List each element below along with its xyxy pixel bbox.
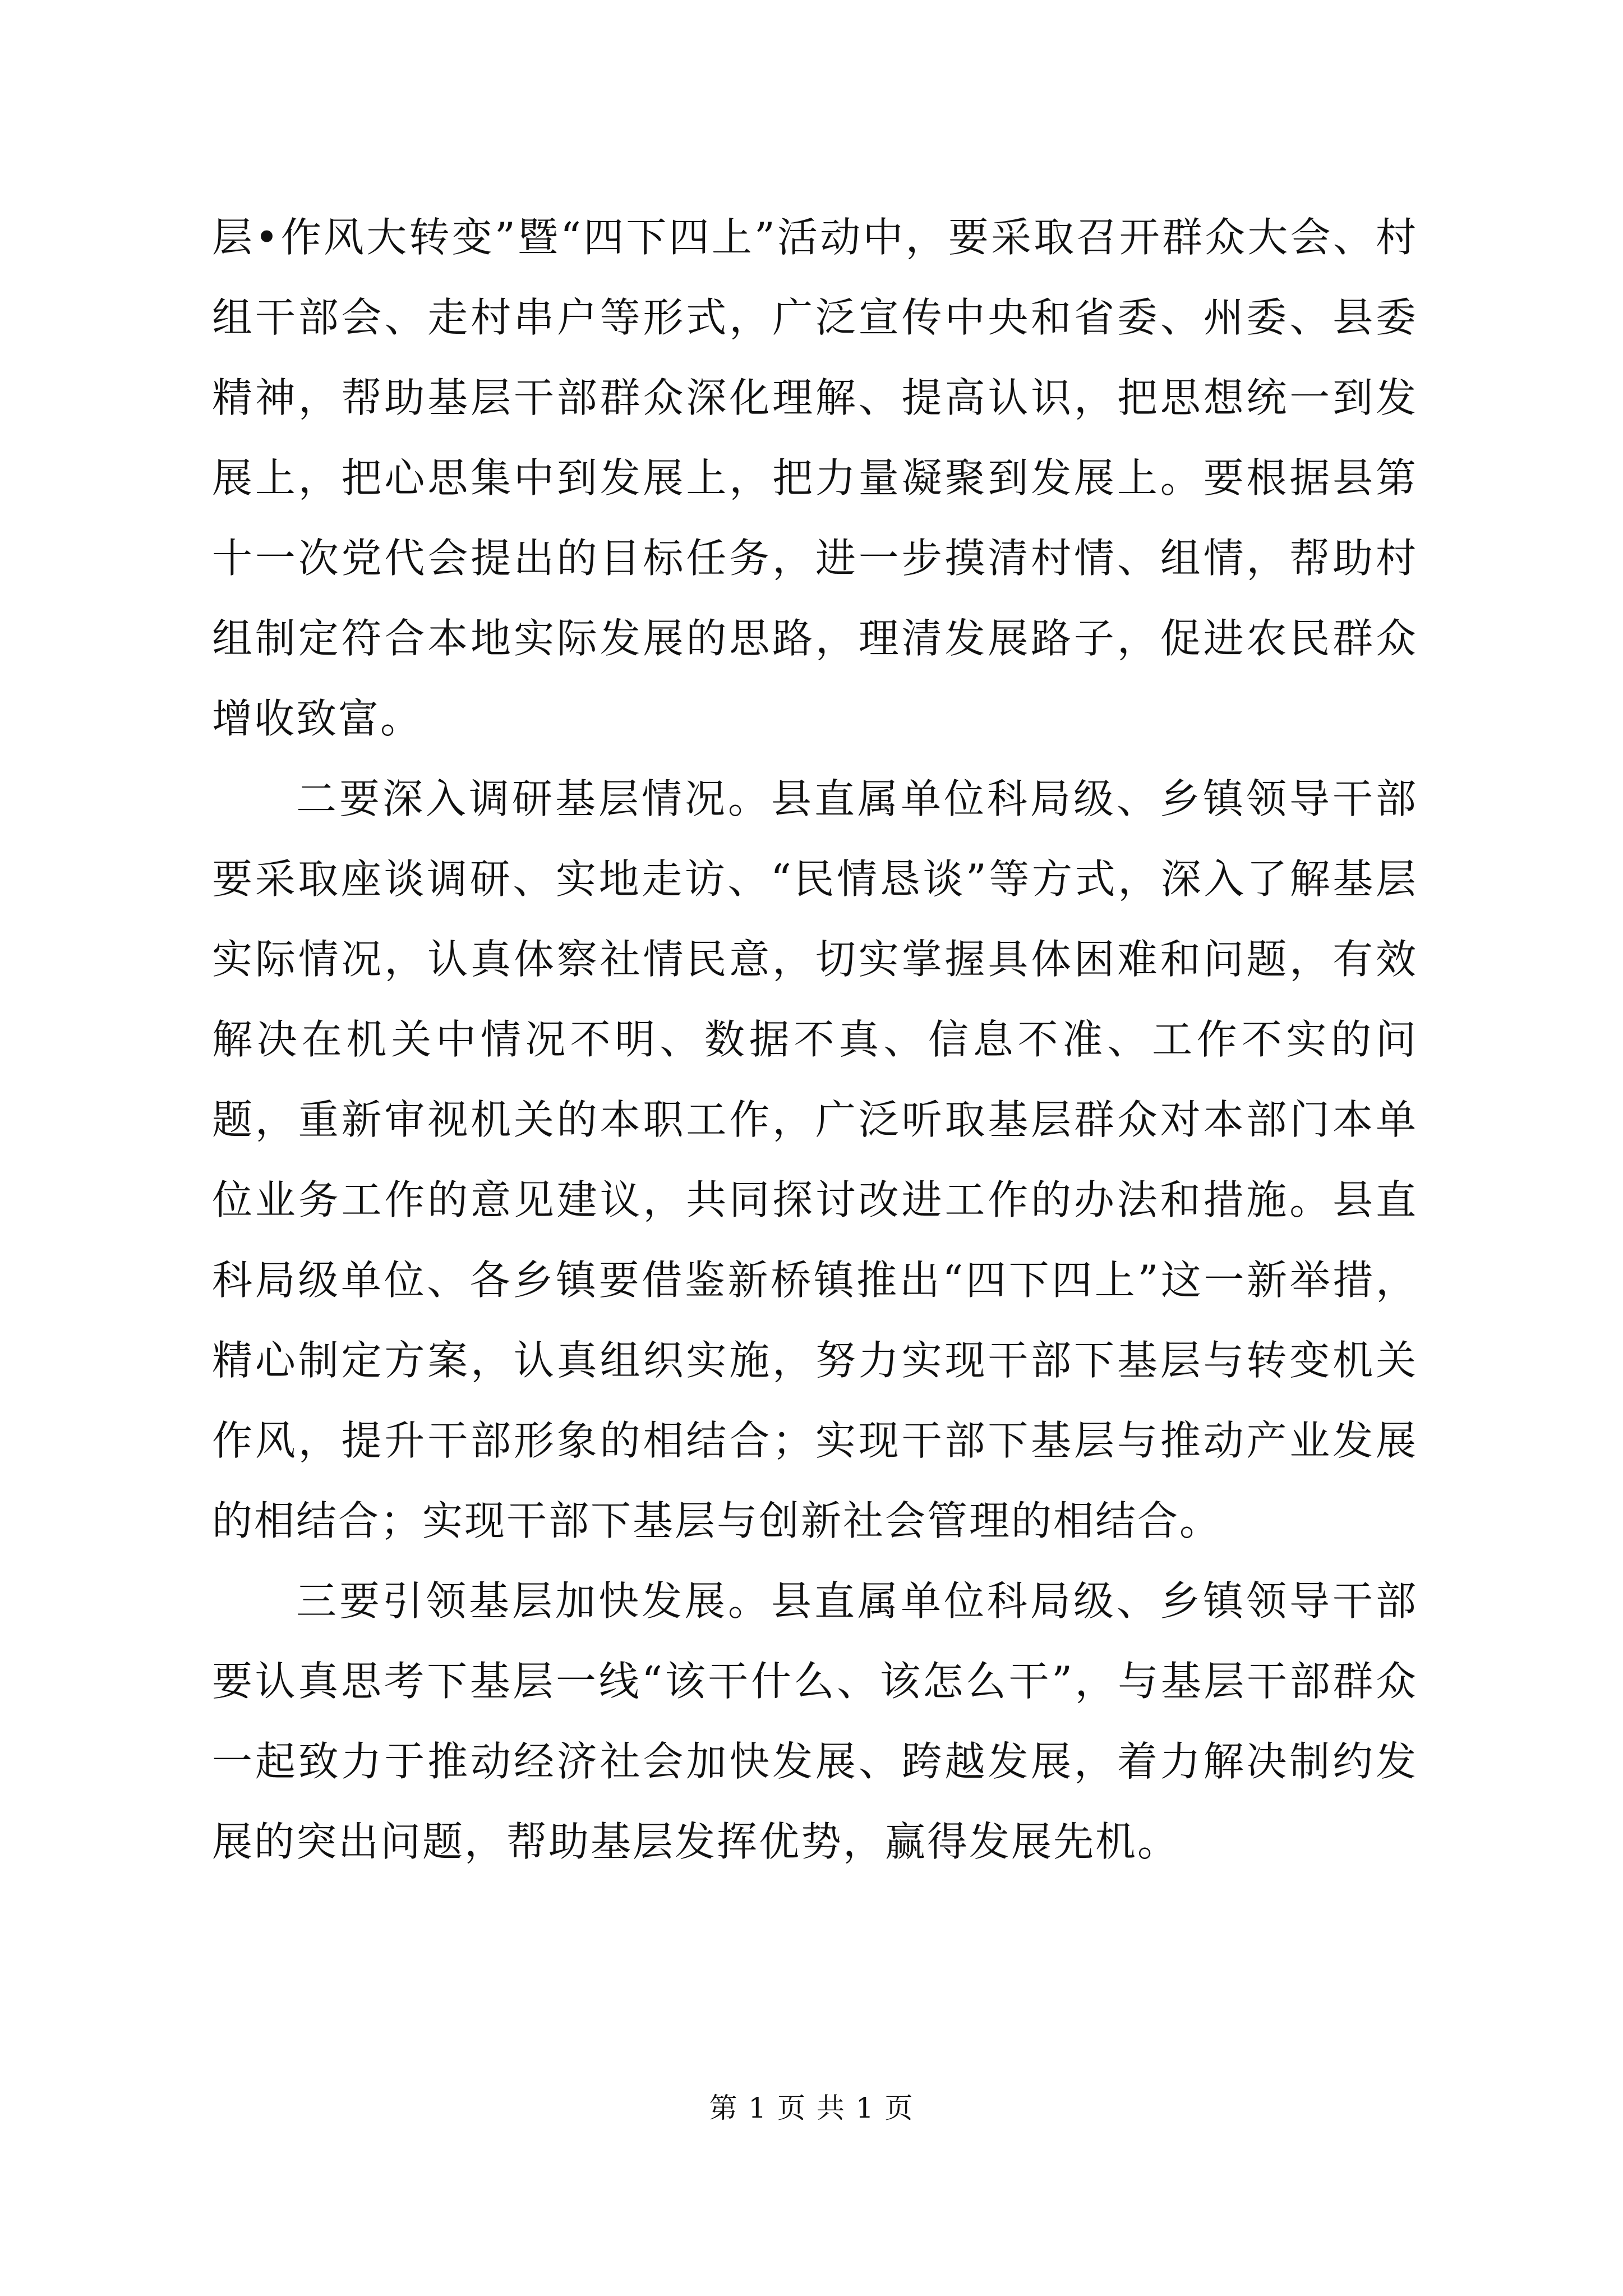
paragraph-1: 层•作风大转变”暨“四下四上”活动中，要采取召开群众大会、村组干部会、走村串户等形式，广泛宣传中央和省委、州委、县委精神，帮助基层干部群众深化理解、提高认识，把思想统一到发展上，把心思集中到发展上，把力量凝聚到发展上。要根据县第十一次党代会提出的目标任务，进一步摸清村情、组情，帮助村组制定符合本地实际发展的思路，理清发展路子，促进农民群众增收致富。 [212, 214, 1418, 742]
page-footer: 第 1 页 共 1 页 [709, 2092, 914, 2124]
document-body [212, 197, 1418, 1882]
paragraph-2: 二要深入调研基层情况。县直属单位科局级、乡镇领导干部要采取座谈调研、实地走访、“民情恳谈”等方式，深入了解基层实际情况，认真体察社情民意，切实掌握具体困难和问题，有效解决在机关中情况不明、数据不真、信息不准、工作不实的问题，重新审视机关的本职工作，广泛听取基层群众对本部门本单位业务工作的意见建议，共同探讨改进工作的办法和措施。县直科局级单位、各乡镇要借鉴新桥镇推出“四下四上”这一新举措，精心制定方案，认真组织实施，努力实现干部下基层与转变机关作风，提升干部形象的相结合；实现干部下基层与推动产业发展的相结合；实现干部下基层与创新社会管理的相结合。 [212, 775, 1418, 1544]
paragraph-3: 三要引领基层加快发展。县直属单位科局级、乡镇领导干部要认真思考下基层一线“该干什么、该怎么干”，与基层干部群众一起致力于推动经济社会加快发展、跨越发展，着力解决制约发展的突出问题，帮助基层发挥优势，赢得发展先机。 [212, 1577, 1418, 1865]
